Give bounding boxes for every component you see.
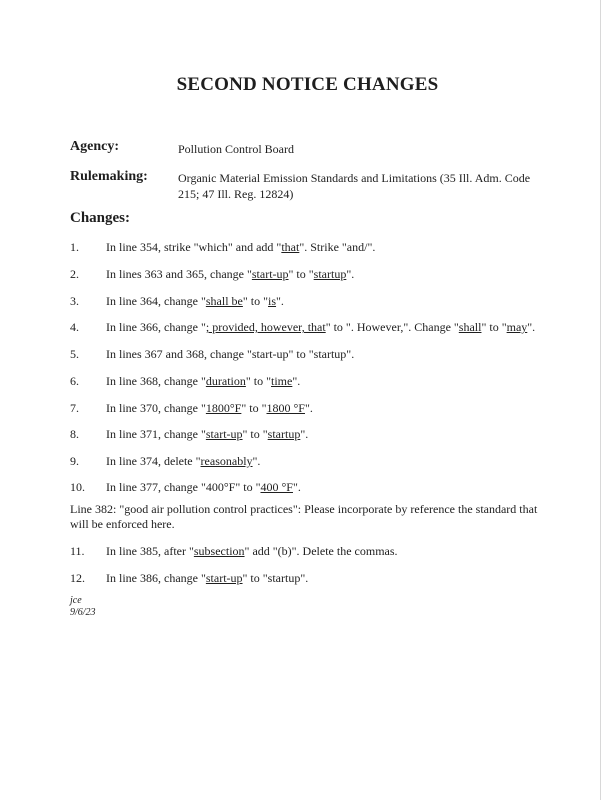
change-text-segment: In line 385, after " [106,544,194,558]
change-text-segment: ". [292,480,301,494]
change-text-segment: ". [304,401,313,415]
change-text-segment: In line 370, change " [106,401,206,415]
change-number: 7. [70,401,79,415]
underlined-term: ; provided, however, that [205,320,326,334]
note-line-382 [70,502,545,532]
change-number: 8. [70,427,79,441]
underlined-term: start-up [251,267,289,281]
change-number: 3. [70,294,79,308]
change-text [106,454,260,469]
underlined-term: startup [267,427,301,441]
change-text-segment: ". [300,427,309,441]
change-text-segment: In line 364, change " [106,294,206,308]
signoff-date: 9/6/23 [70,607,96,618]
scan-edge-line [600,0,601,800]
change-text-segment: ". [346,267,355,281]
change-text-segment: " to " [288,267,314,281]
change-text [106,240,375,255]
change-text-segment: " to " [481,320,507,334]
change-number: 11. [70,544,85,558]
signoff-initials: jce [70,595,82,606]
change-text-segment: ". [527,320,536,334]
change-text-segment: In line 354, strike "which" and add " [106,240,282,254]
change-number: 6. [70,374,79,388]
underlined-term: startup [313,267,347,281]
change-text [106,544,398,559]
change-text-segment: " to " [242,427,268,441]
underlined-term: is [268,294,277,308]
change-text [106,427,308,442]
change-text-segment: " to "startup". [242,571,309,585]
changes-heading: Changes: [70,210,131,226]
underlined-term: duration [205,374,246,388]
underlined-term: 1800 °F [266,401,305,415]
change-text-segment: In lines 363 and 365, change " [106,267,252,281]
signoff [70,595,96,619]
change-text-segment: In line 371, change " [106,427,206,441]
change-number: 12. [70,571,85,585]
change-text-segment: In line 386, change " [106,571,206,585]
underlined-term: shall [458,320,482,334]
underlined-term: subsection [193,544,245,558]
underlined-term: shall be [205,294,243,308]
change-text [106,480,301,495]
underlined-term: reasonably [200,454,253,468]
agency-label: Agency: [70,139,119,154]
change-text-segment: " to " [241,401,267,415]
change-text-segment: In line 368, change " [106,374,206,388]
change-text [106,267,354,282]
change-text [106,320,535,335]
underlined-term: start-up [205,571,243,585]
underlined-term: time [271,374,293,388]
note-line1: Line 382: "good air pollution control practices": Please incorporate by reference the standard that [70,502,538,516]
rulemaking-value-line2: 215; 47 Ill. Reg. 12824) [178,187,294,201]
underlined-term: may [506,320,528,334]
change-text-segment: In line 377, change "400°F" to " [106,480,261,494]
agency-value: Pollution Control Board [178,142,295,156]
change-text-segment: ". [252,454,261,468]
rulemaking-label: Rulemaking: [70,169,148,184]
change-text-segment: ". [276,294,284,308]
note-line2: will be enforced here. [70,517,175,531]
underlined-term: that [281,240,300,254]
change-number: 9. [70,454,79,468]
underlined-term: 1800°F [205,401,242,415]
change-text [106,571,308,586]
change-text-segment: " to " [242,294,269,308]
change-text-segment: " to " [245,374,272,388]
underlined-term: 400 °F [260,480,293,494]
change-text-segment: In line 366, change " [106,320,206,334]
change-text-segment: " to ". However,". Change " [325,320,459,334]
change-text-segment: " add "(b)". Delete the commas. [244,544,398,558]
change-number: 1. [70,240,79,254]
change-number: 4. [70,320,79,334]
change-text [106,374,300,389]
change-number: 5. [70,347,79,361]
change-text [106,294,284,309]
rulemaking-value-line1: Organic Material Emission Standards and Limitations (35 Ill. Adm. Code [178,171,531,185]
change-text [106,347,354,362]
underlined-term: start-up [205,427,243,441]
change-text-segment: ". [292,374,301,388]
rulemaking-value [178,170,548,202]
change-text-segment: ". Strike "and/". [299,240,376,254]
change-number: 10. [70,480,85,494]
change-number: 2. [70,267,79,281]
change-text-segment: In line 374, delete " [106,454,201,468]
change-text [106,401,313,416]
page-title: SECOND NOTICE CHANGES [176,74,439,95]
change-text-segment: In lines 367 and 368, change "start-up" to "startup". [106,347,355,361]
